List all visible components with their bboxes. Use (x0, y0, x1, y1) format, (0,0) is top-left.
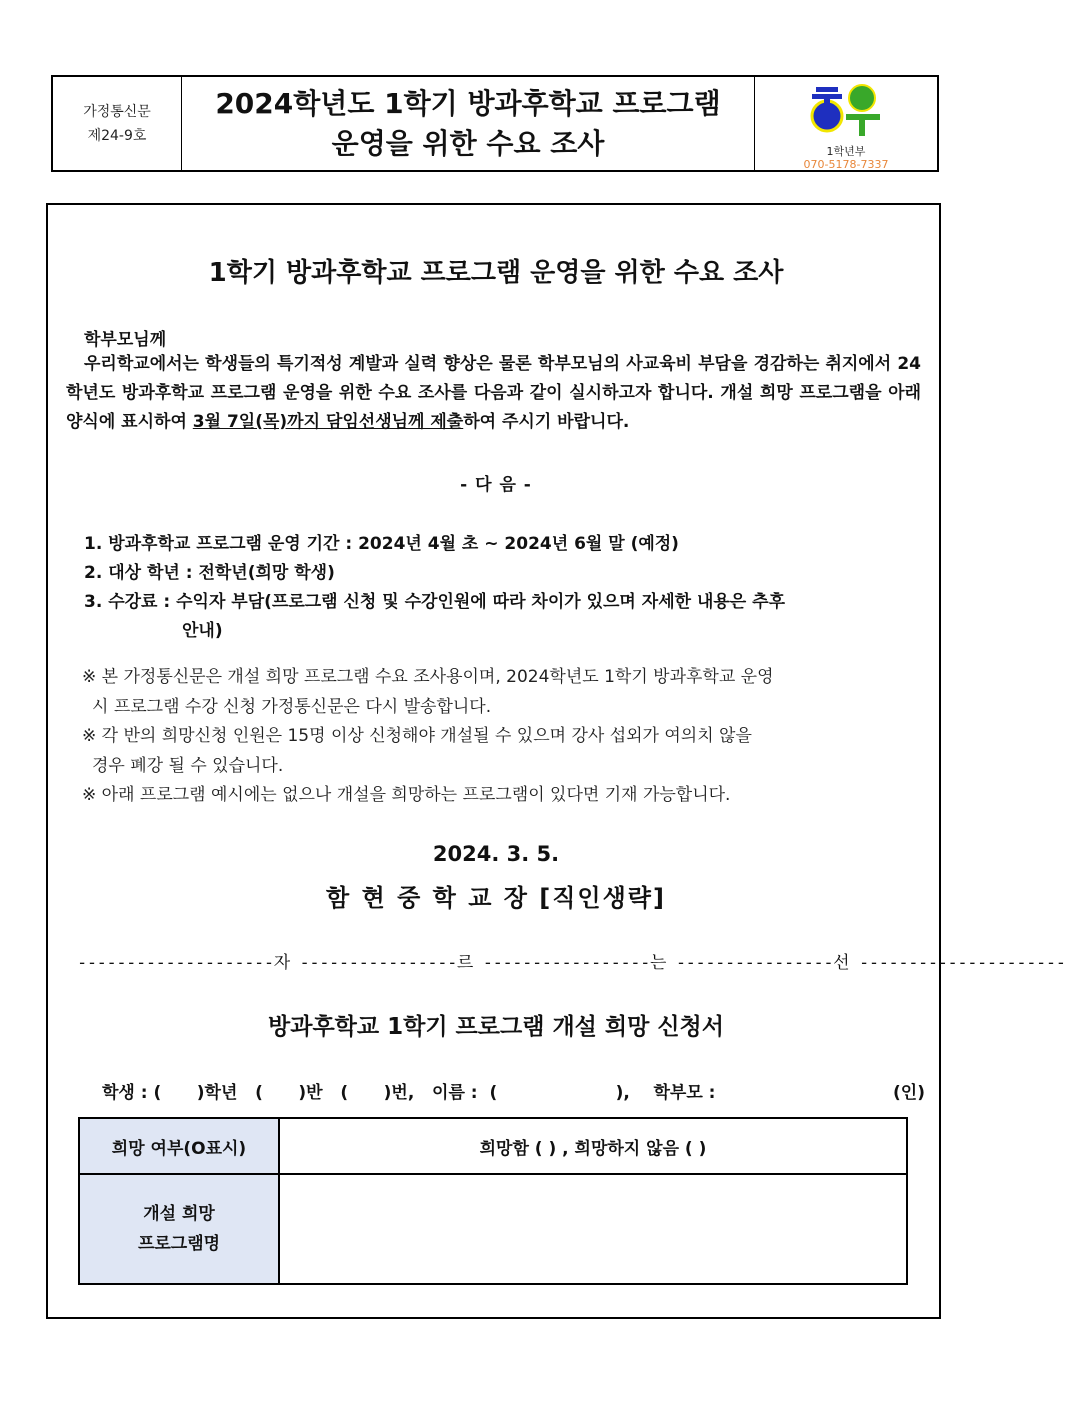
program-name-label-line2: 프로그램명 (137, 1234, 221, 1254)
newsletter-number-cell (53, 77, 182, 170)
form-title: 방과후학교 1학기 프로그램 개설 희망 신청서 (268, 1014, 724, 1040)
greeting: 학부모님께 (84, 330, 167, 350)
wish-status-label: 희망 여부(O표시) (79, 1118, 279, 1174)
table-row (79, 1118, 907, 1174)
issue-date: 2024. 3. 5. (432, 842, 560, 866)
header-contact-cell (755, 77, 937, 170)
application-table (78, 1117, 908, 1285)
program-name-label (79, 1174, 279, 1284)
notes-list (82, 663, 894, 811)
school-logo-icon (810, 83, 882, 141)
note-line: 시 프로그램 수강 신청 가정통신문은 다시 발송합니다. (92, 696, 492, 717)
header-title-line2: 운영을 위한 수요 조사 (331, 126, 605, 160)
wish-status-field[interactable]: 희망함 ( ) , 희망하지 않음 ( ) (279, 1118, 907, 1174)
list-item: 3. 수강료 : 수익자 부담(프로그램 신청 및 수강인원에 따라 차이가 있으며 자세한 내용은 추후 (84, 592, 785, 612)
phone-number: 070-5178-7337 (803, 158, 889, 171)
note-line: 경우 폐강 될 수 있습니다. (92, 755, 284, 776)
list-item-continuation: 안내) (182, 621, 223, 641)
intro-text-start: 우리학교에서는 학생들의 특기적성 계발과 실력 향상은 물론 학부모님의 사교육비 부담을 경감하는 취지에서 24학년도 방과후학교 프로그램 운영을 위한 수요 조사를 다음과 같이 실시하고자 합니다. 개설 희망 프로그램을 아래 양식에 표시하여 (66, 354, 921, 432)
table-row (79, 1174, 907, 1284)
note-line: ※ 본 가정통신문은 개설 희망 프로그램 수요 조사용이며, 2024학년도 1학기 방과후학교 운영 (82, 667, 774, 687)
list-item: 2. 대상 학년 : 전학년(희망 학생) (84, 563, 335, 583)
list-item: 1. 방과후학교 프로그램 운영 기간 : 2024년 4월 초 ~ 2024년 6월 말 (예정) (84, 534, 679, 554)
program-name-field[interactable] (279, 1174, 907, 1284)
page-title: 1학기 방과후학교 프로그램 운영을 위한 수요 조사 (208, 258, 784, 288)
student-info-line[interactable]: 학생 : ( )학년 ( )반 ( )번, 이름 : ( ), 학부모 : (인) (102, 1083, 925, 1103)
newsletter-type: 가정통신문 (83, 103, 151, 120)
details-list (84, 530, 896, 646)
principal-signature: 함 현 중 학 교 장 [직인생략] (326, 884, 666, 912)
note-line: ※ 각 반의 희망신청 인원은 15명 이상 신청해야 개설될 수 있으며 강사 섭외가 여의치 않을 (82, 726, 752, 746)
program-name-label-line1: 개설 희망 (143, 1204, 215, 1224)
daeum-heading: - 다 음 - (460, 475, 532, 495)
newsletter-header (51, 75, 939, 172)
newsletter-number: 제24-9호 (87, 127, 147, 144)
cut-line: --------------------자 ----------------르 -----------------는 ----------------선 --------------------- (77, 953, 1066, 973)
header-title-cell (182, 77, 755, 170)
deadline-underlined: 3월 7일(목)까지 담임선생님께 제출 (192, 412, 464, 432)
header-title-line1: 2024학년도 1학기 방과후학교 프로그램 (215, 86, 721, 120)
department-label: 1학년부 (826, 145, 866, 158)
note-line: ※ 아래 프로그램 예시에는 없으나 개설을 희망하는 프로그램이 있다면 기재 가능합니다. (82, 785, 731, 805)
intro-text-end: 하여 주시기 바랍니다. (463, 412, 630, 432)
intro-paragraph (66, 350, 921, 437)
